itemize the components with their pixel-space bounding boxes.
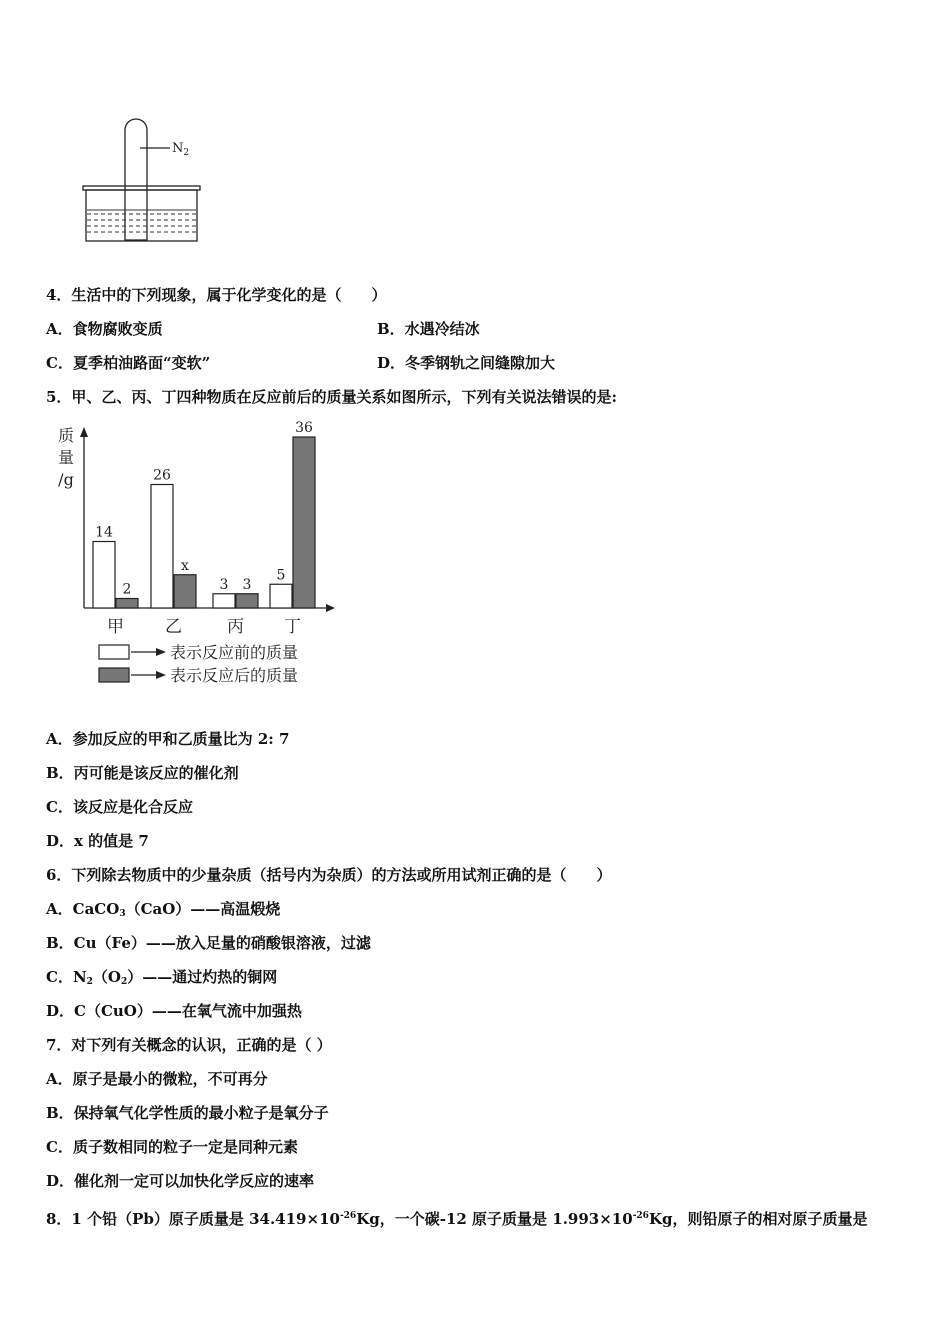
bar-before-value-label: 3 bbox=[219, 576, 229, 593]
q6-option-d: D．C（CuO）——在氧气流中加强热 bbox=[46, 1002, 302, 1020]
q5-stem: 5．甲、乙、丙、丁四种物质在反应前后的质量关系如图所示，下列有关说法错误的是: bbox=[46, 388, 617, 406]
bar-after bbox=[174, 575, 196, 608]
bar-before bbox=[270, 584, 292, 608]
bar-after bbox=[236, 594, 258, 608]
q6-stem: 6．下列除去物质中的少量杂质（括号内为杂质）的方法或所用试剂正确的是（ ） bbox=[46, 866, 612, 884]
y-axis-label-char: 质 bbox=[57, 426, 75, 445]
legend-arrow-head bbox=[156, 671, 166, 679]
gas-label: $N_2$ bbox=[172, 141, 190, 158]
q5-option-b: B．丙可能是该反应的催化剂 bbox=[46, 764, 239, 782]
q7-option-a: A．原子是最小的微粒，不可再分 bbox=[46, 1070, 268, 1088]
y-axis-label-char: /g bbox=[58, 470, 74, 489]
q6-option-a: A．CaCO$_3$（CaO）——高温煅烧 bbox=[46, 900, 281, 919]
q7-option-c: C．质子数相同的粒子一定是同种元素 bbox=[46, 1138, 298, 1156]
bar-before bbox=[93, 542, 115, 609]
bar-after-value-label: 36 bbox=[295, 420, 313, 436]
chart-legend bbox=[99, 643, 298, 685]
x-axis-arrow bbox=[326, 604, 335, 612]
bar-before bbox=[213, 594, 235, 608]
legend-arrow-head bbox=[156, 648, 166, 656]
chart-bars bbox=[93, 420, 315, 637]
bar-before bbox=[151, 485, 173, 609]
bar-before-value-label: 5 bbox=[276, 567, 286, 584]
q7-option-b: B．保持氧气化学性质的最小粒子是氧分子 bbox=[46, 1104, 329, 1122]
y-axis-label-char: 量 bbox=[57, 448, 75, 467]
bar-before-value-label: 14 bbox=[95, 524, 113, 541]
y-axis-label bbox=[58, 426, 74, 489]
legend-label: 表示反应后的质量 bbox=[170, 666, 299, 685]
water-surface bbox=[87, 214, 196, 232]
q8-stem: 8．1 个铅（Pb）原子质量是 $34.419\times 10^{-26}Kg$，一个碳-12 原子质量是 $1.993\times 10^{-26}Kg$，则铅原子的相对原子质量是 bbox=[46, 1210, 868, 1228]
mass-bar-chart bbox=[40, 415, 360, 695]
q6-option-c: C．$N_2(O_2)——$通过灼热的铜网 bbox=[46, 968, 278, 987]
q5-option-c: C．该反应是化合反应 bbox=[46, 798, 193, 816]
bar-after-value-label: 2 bbox=[122, 581, 132, 598]
q4-option-a: A．食物腐败变质 bbox=[46, 320, 163, 338]
category-label: 丙 bbox=[227, 617, 244, 637]
bar-before-value-label: 26 bbox=[153, 467, 171, 484]
legend-swatch-after bbox=[99, 668, 129, 682]
category-label: 甲 bbox=[107, 617, 124, 637]
bar-after bbox=[116, 599, 138, 609]
test-tube bbox=[125, 119, 147, 240]
bar-after-value-label: x bbox=[181, 557, 189, 574]
q7-stem: 7．对下列有关概念的认识，正确的是（ ） bbox=[46, 1036, 332, 1054]
q4-option-d: D．冬季钢轨之间缝隙加大 bbox=[377, 354, 556, 372]
q7-option-d: D．催化剂一定可以加快化学反应的速率 bbox=[46, 1172, 315, 1190]
category-label: 乙 bbox=[165, 617, 182, 637]
category-label: 丁 bbox=[284, 617, 301, 637]
q5-option-a: A．参加反应的甲和乙质量比为 2: 7 bbox=[46, 730, 290, 748]
q4-stem: 4．生活中的下列现象，属于化学变化的是（ ） bbox=[46, 286, 387, 304]
legend-swatch-before bbox=[99, 645, 129, 659]
trough bbox=[86, 190, 197, 241]
bar-after bbox=[293, 437, 315, 608]
q4-option-c: C．夏季柏油路面“变软” bbox=[46, 354, 211, 372]
nitrogen-apparatus-figure bbox=[78, 112, 208, 247]
y-axis-arrow bbox=[80, 427, 88, 437]
q5-option-d: D．x 的值是 7 bbox=[46, 832, 149, 850]
legend-label: 表示反应前的质量 bbox=[170, 643, 299, 662]
q4-option-b: B．水遇冷结冰 bbox=[377, 320, 480, 338]
q6-option-b: B．Cu（Fe）——放入足量的硝酸银溶液，过滤 bbox=[46, 934, 371, 952]
bar-after-value-label: 3 bbox=[242, 576, 252, 593]
